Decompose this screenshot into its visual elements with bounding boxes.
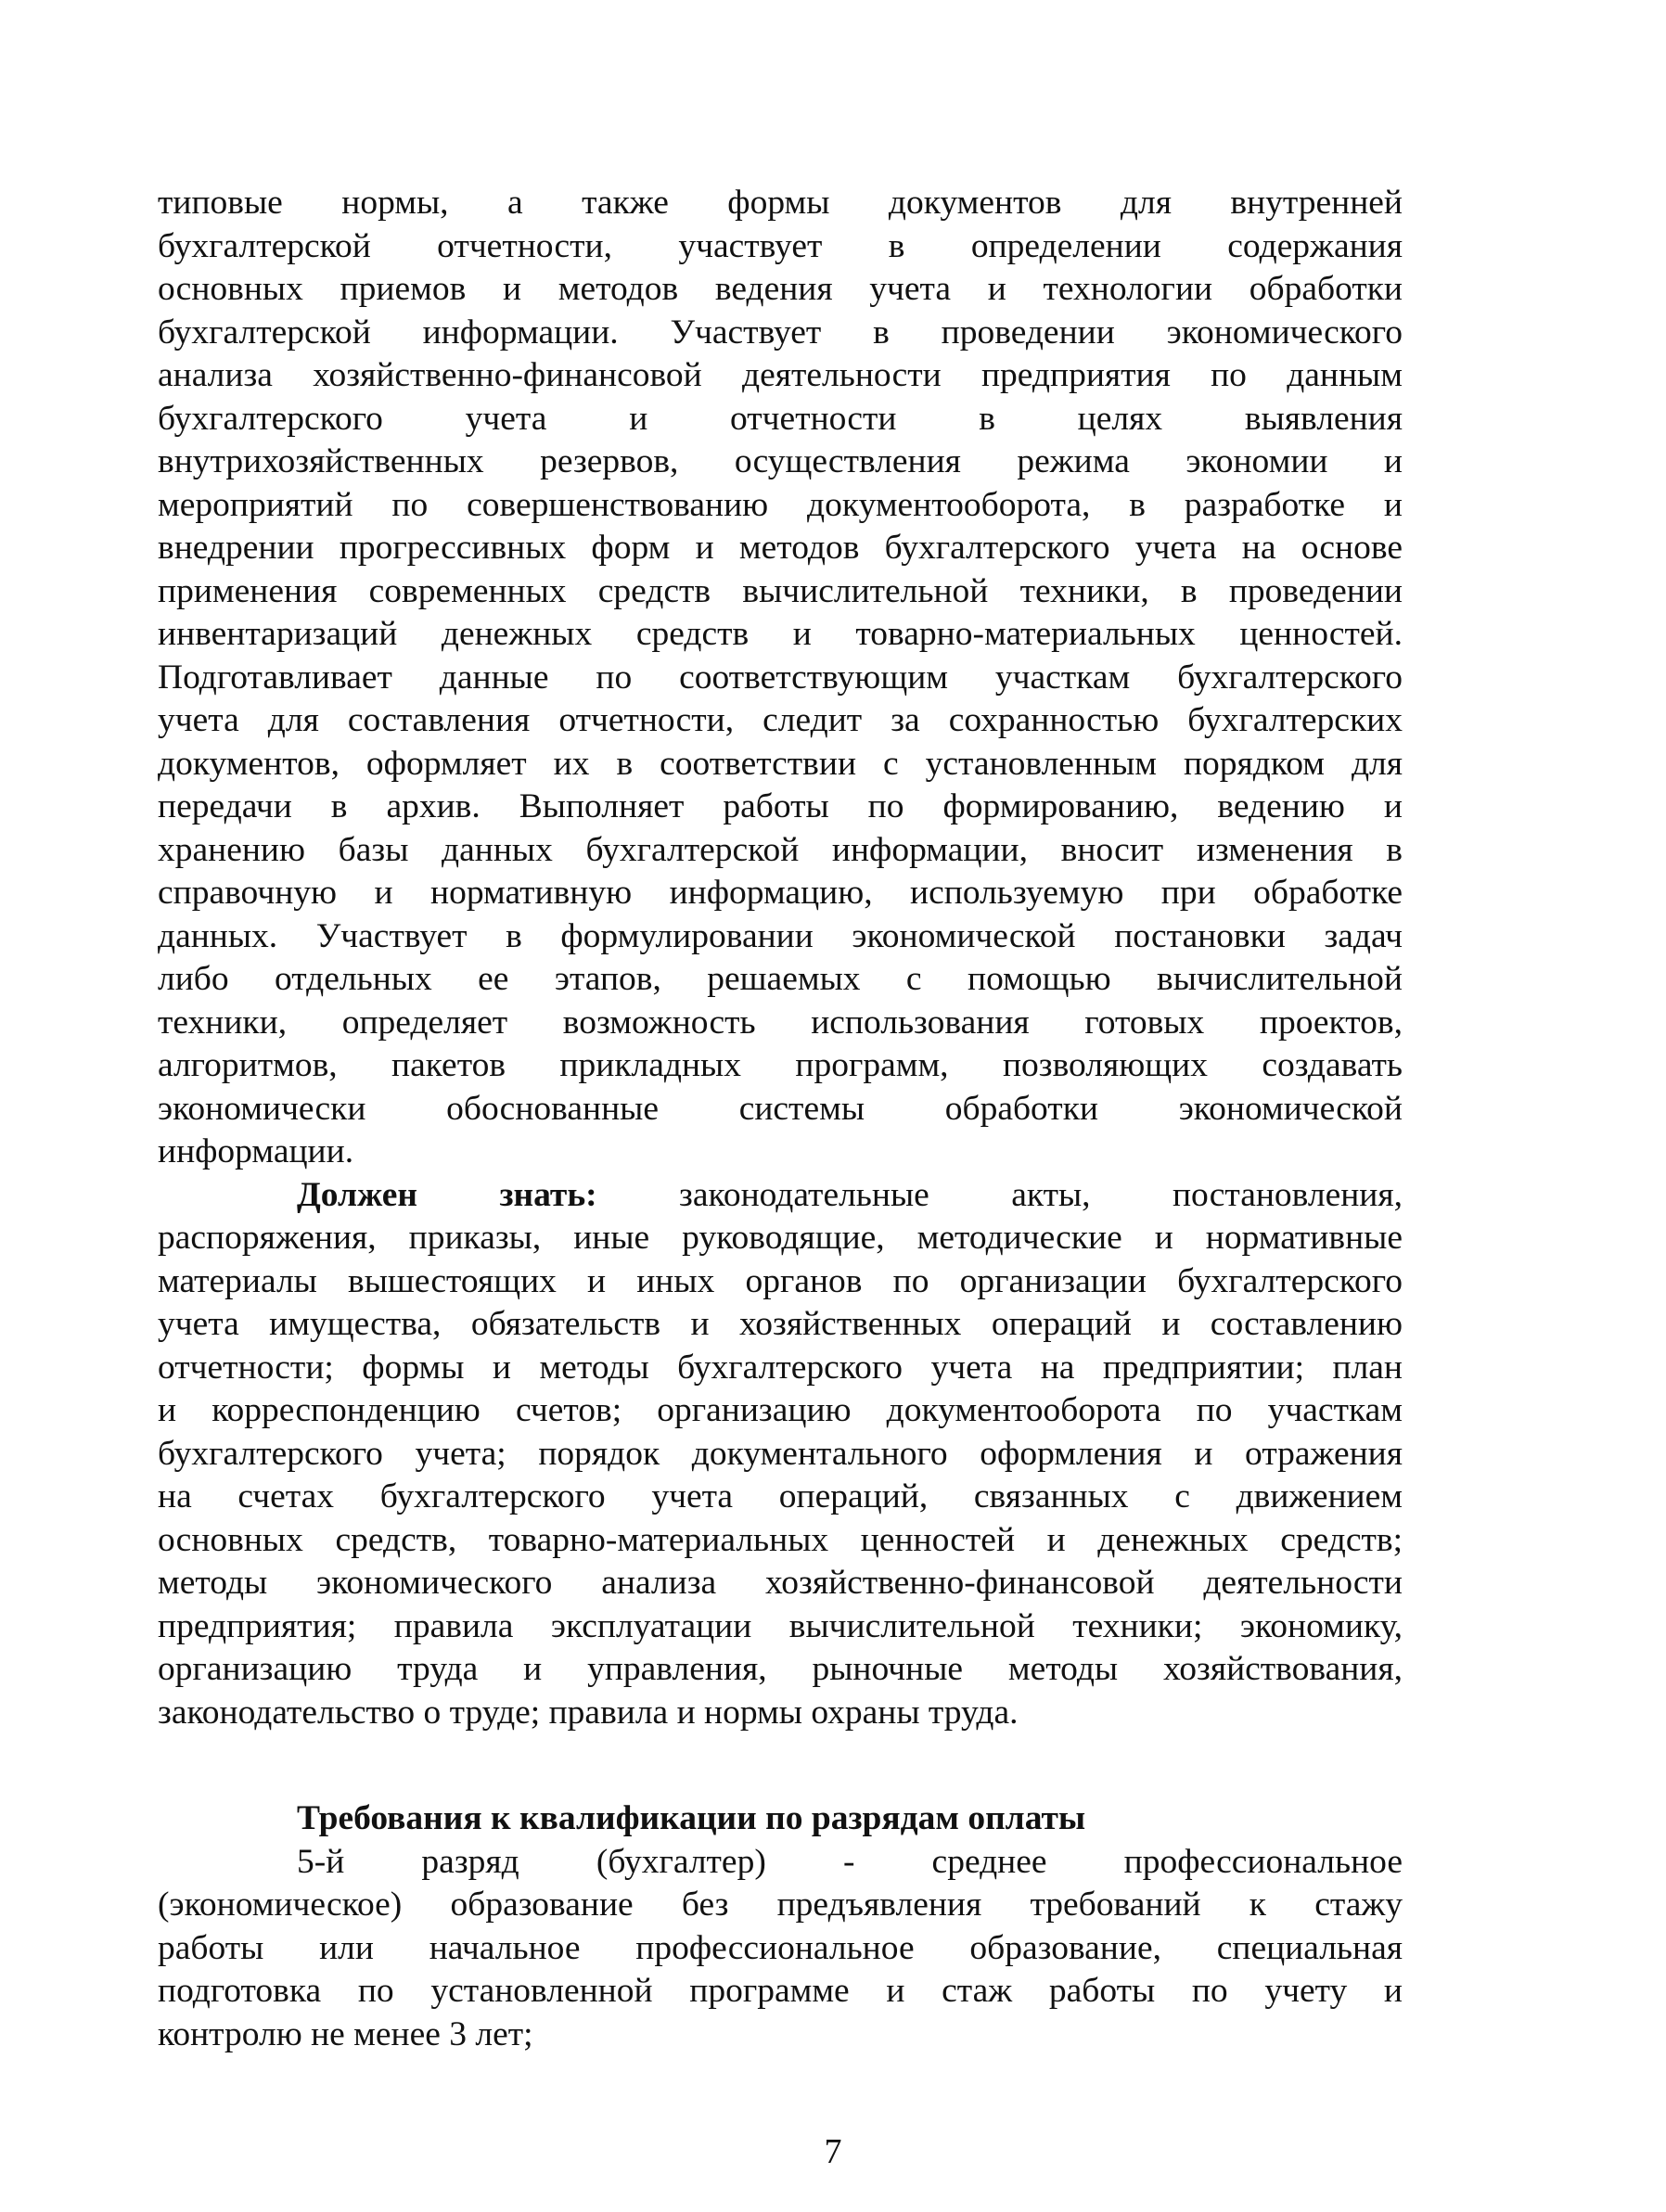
body-line: мероприятий по совершенствованию документооборота, в разработке и	[158, 485, 1403, 524]
must-know-line: основных средств, товарно-материальных ценностей и денежных средств;	[158, 1520, 1403, 1559]
must-know-line: организацию труда и управления, рыночные методы хозяйствования,	[158, 1650, 1403, 1688]
body-line: либо отдельных ее этапов, решаемых с помощью вычислительной	[158, 960, 1403, 998]
main-body-text	[158, 182, 1403, 1734]
body-line: анализа хозяйственно-финансовой деятельности предприятия по данным	[158, 356, 1403, 394]
must-know-label: Должен знать:	[297, 1175, 597, 1214]
body-line: бухгалтерской информации. Участвует в проведении экономического	[158, 313, 1403, 352]
must-know-line: учета имущества, обязательств и хозяйственных операций и составлению	[158, 1305, 1403, 1343]
body-line: техники, определяет возможность использования готовых проектов,	[158, 1003, 1403, 1042]
body-line: справочную и нормативную информацию, используемую при обработке	[158, 874, 1403, 912]
body-line: информации.	[158, 1132, 354, 1170]
body-line: хранению базы данных бухгалтерской информации, вносит изменения в	[158, 830, 1403, 869]
qualification-section	[158, 1797, 1403, 2056]
body-line: бухгалтерской отчетности, участвует в определении содержания	[158, 226, 1403, 265]
body-line: внедрении прогрессивных форм и методов бухгалтерского учета на основе	[158, 529, 1403, 567]
body-line: экономически обоснованные системы обработки экономической	[158, 1089, 1403, 1128]
must-know-first-rest: законодательные акты, постановления,	[679, 1175, 1403, 1214]
must-know-line: предприятия; правила эксплуатации вычислительной техники; экономику,	[158, 1606, 1403, 1645]
body-line: основных приемов и методов ведения учета и технологии обработки	[158, 270, 1403, 308]
grade-line: работы или начальное профессиональное образование, специальная	[158, 1928, 1403, 1967]
body-line: внутрихозяйственных резервов, осуществления режима экономии и	[158, 442, 1403, 480]
grade-line: (экономическое) образование без предъявления требований к стажу	[158, 1886, 1403, 1924]
body-line: документов, оформляет их в соответствии с установленным порядком для	[158, 744, 1403, 783]
grade-line: контролю не менее 3 лет;	[158, 2014, 533, 2053]
must-know-line: бухгалтерского учета; порядок документального оформления и отражения	[158, 1434, 1403, 1473]
body-line: бухгалтерского учета и отчетности в целях выявления	[158, 399, 1403, 438]
body-line: типовые нормы, а также формы документов для внутренней	[158, 184, 1403, 222]
must-know-line: на счетах бухгалтерского учета операций, связанных с движением	[158, 1477, 1403, 1515]
body-line: данных. Участвует в формулировании экономической постановки задач	[158, 916, 1403, 955]
body-line: применения современных средств вычислительной техники, в проведении	[158, 571, 1403, 610]
must-know-line: материалы вышестоящих и иных органов по организации бухгалтерского	[158, 1261, 1403, 1300]
body-line: алгоритмов, пакетов прикладных программ, позволяющих создавать	[158, 1046, 1403, 1084]
section-heading: Требования к квалификации по разрядам оплаты	[297, 1799, 1086, 1837]
grade-line: подготовка по установленной программе и стаж работы по учету и	[158, 1972, 1403, 2010]
body-line: учета для составления отчетности, следит за сохранностью бухгалтерских	[158, 701, 1403, 739]
must-know-line: методы экономического анализа хозяйственно-финансовой деятельности	[158, 1564, 1403, 1602]
must-know-line: отчетности; формы и методы бухгалтерского учета на предприятии; план	[158, 1348, 1403, 1387]
must-know-line: распоряжения, приказы, иные руководящие, методические и нормативные	[158, 1219, 1403, 1257]
page-number: 7	[824, 2132, 842, 2171]
grade-line: 5-й разряд (бухгалтер) - среднее профессиональное	[297, 1842, 1403, 1881]
body-line: передачи в архив. Выполняет работы по формированию, ведению и	[158, 787, 1403, 825]
must-know-line: и корреспонденцию счетов; организацию документооборота по участкам	[158, 1391, 1403, 1429]
body-line: инвентаризаций денежных средств и товарно-материальных ценностей.	[158, 615, 1403, 653]
must-know-line: законодательство о труде; правила и нормы охраны труда.	[158, 1693, 1019, 1732]
must-know-first-line	[158, 1174, 1403, 1218]
body-line: Подготавливает данные по соответствующим участкам бухгалтерского	[158, 658, 1403, 697]
